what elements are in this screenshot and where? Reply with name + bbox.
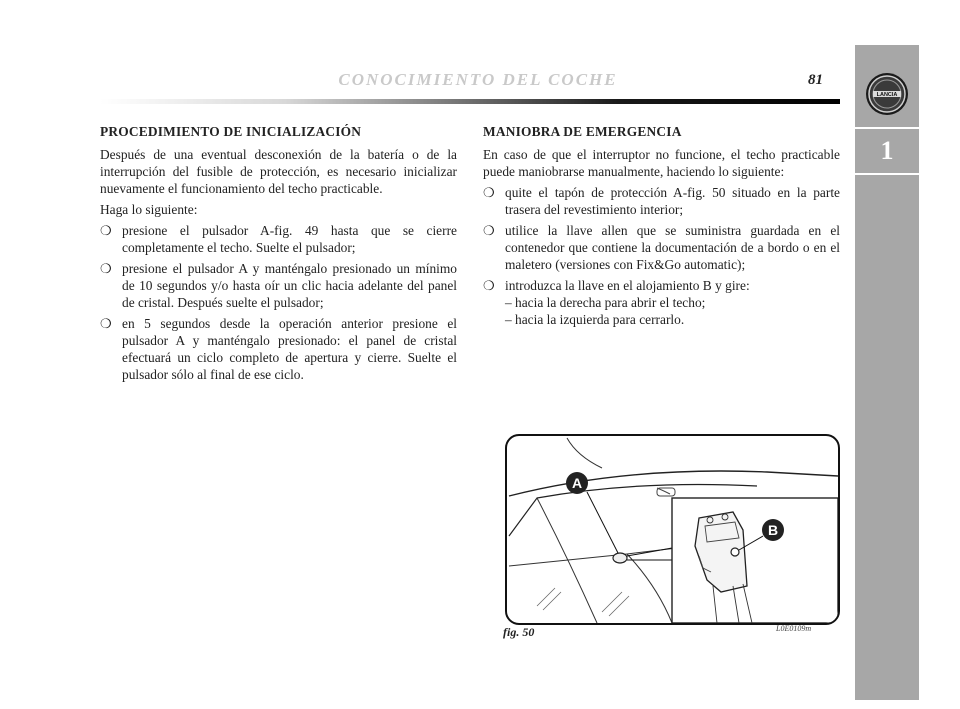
list-item-text: en 5 segundos desde la operación anterior presione el pulsador A y manténgalo presionado: el panel de cristal efectuará un ciclo completo de apertura y cierre. Suelte el pulsador sólo al final de ese ciclo. — [122, 316, 457, 382]
page-number: 81 — [808, 72, 823, 88]
intro-paragraph: En caso de que el interruptor no funcione, el techo practicable puede maniobrarse manualmente, haciendo lo siguiente: — [483, 147, 840, 179]
list-item-text: presione el pulsador A-fig. 49 hasta que se cierre completamente el techo. Suelte el pulsador; — [122, 223, 457, 255]
list-item — [100, 260, 457, 311]
sidebar-divider — [855, 173, 919, 175]
sub-item: – hacia la izquierda para cerrarlo. — [505, 312, 685, 327]
figure-illustration — [505, 434, 840, 625]
list-item — [483, 277, 840, 294]
header-title: CONOCIMIENTO DEL COCHE — [338, 70, 618, 89]
roof-diagram — [507, 436, 838, 623]
list-item — [100, 222, 457, 256]
left-column — [100, 123, 457, 387]
bullet-icon: ❍ — [483, 185, 495, 200]
lancia-logo-icon — [865, 72, 909, 116]
list-item-text: introduzca la llave en el alojamiento B y gire: — [505, 278, 750, 293]
bullet-icon: ❍ — [100, 261, 112, 276]
bullet-icon: ❍ — [100, 223, 112, 238]
section-heading: MANIOBRA DE EMERGENCIA — [483, 124, 682, 139]
header-rule — [100, 99, 840, 104]
list-item — [483, 184, 840, 218]
list-item — [483, 222, 840, 273]
figure-code: L0E0109m — [776, 624, 812, 633]
intro-paragraph: Después de una eventual desconexión de la batería o de la interrupción del fusible de protección, es necesario inicializar nuevamente el funcionamiento del techo practicable. — [100, 147, 457, 196]
sub-item: – hacia la derecha para abrir el techo; — [505, 295, 706, 310]
bullet-icon: ❍ — [100, 316, 112, 331]
label-a: A — [571, 475, 583, 491]
logo-text: LANCIA — [876, 92, 898, 98]
chapter-number: 1 — [880, 136, 894, 165]
list-item-text: quite el tapón de protección A-fig. 50 situado en la parte trasera del revestimiento interior; — [505, 185, 840, 217]
list-item-text: utilice la llave allen que se suministra guardada en el contenedor que contiene la documentación de a bordo o en el maletero (versiones con Fix&Go automatic); — [505, 223, 840, 272]
lead-paragraph: Haga lo siguiente: — [100, 202, 198, 217]
list-item-text: presione el pulsador A y manténgalo presionado un mínimo de 10 segundos y/o hasta oír un clic hacia adelante del panel de cristal. Después suelte el pulsador; — [122, 261, 457, 310]
label-b: B — [767, 522, 779, 538]
bullet-icon: ❍ — [483, 223, 495, 238]
chapter-sidebar — [855, 45, 919, 700]
bullet-icon: ❍ — [483, 278, 495, 293]
right-column — [483, 123, 840, 328]
list-item — [100, 315, 457, 383]
section-heading: PROCEDIMIENTO DE INICIALIZACIÓN — [100, 124, 362, 139]
figure-caption: fig. 50 — [503, 625, 535, 639]
sidebar-divider — [855, 127, 919, 129]
